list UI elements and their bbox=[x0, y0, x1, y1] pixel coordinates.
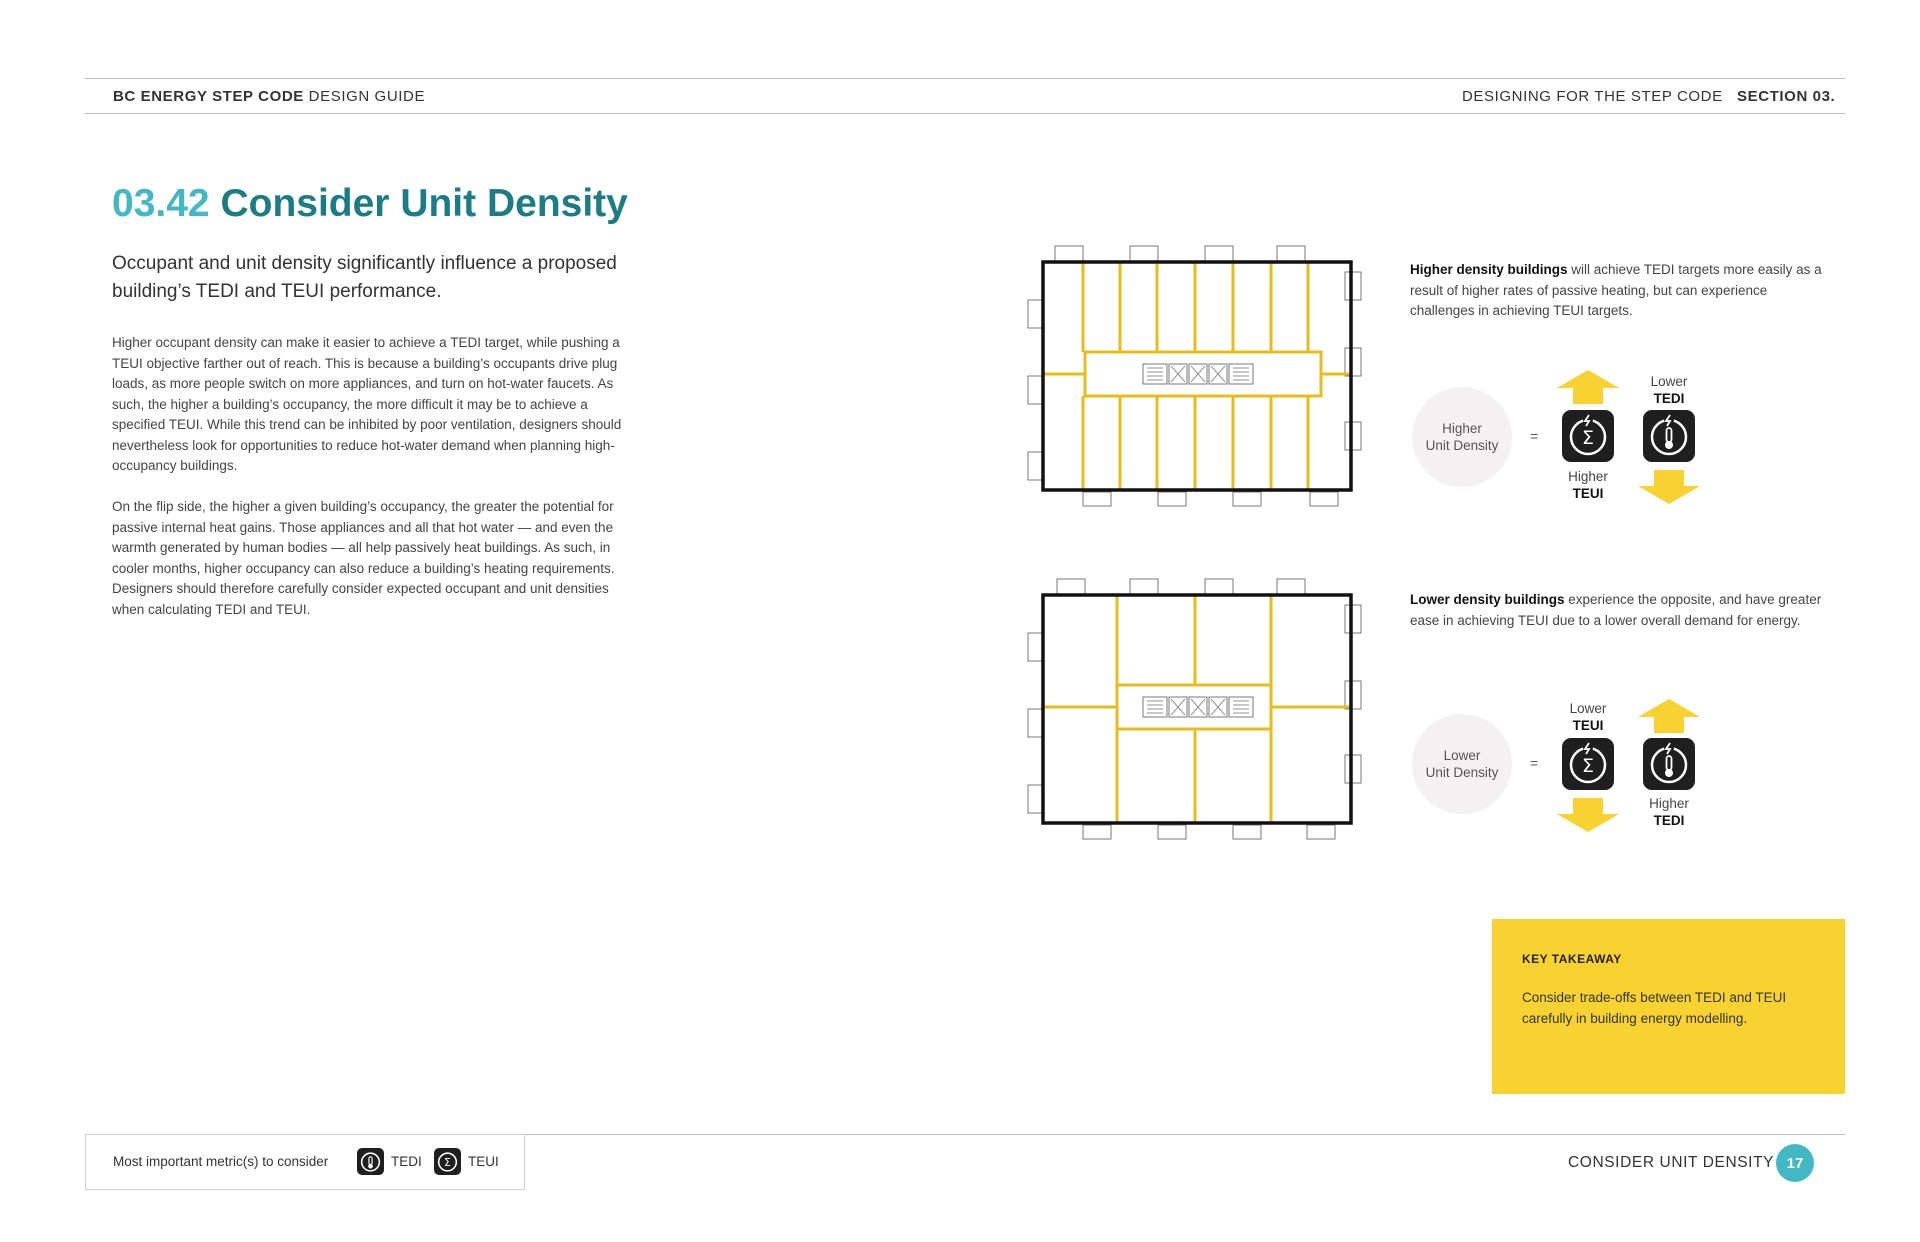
svg-text:Σ: Σ bbox=[1581, 427, 1595, 449]
key-takeaway-heading: KEY TAKEAWAY bbox=[1522, 952, 1622, 966]
up-arrow-icon bbox=[1636, 697, 1702, 735]
metrics-label: Most important metric(s) to consider bbox=[113, 1154, 329, 1169]
page-title bbox=[112, 182, 628, 226]
equals-sign: = bbox=[1530, 755, 1539, 771]
high-density-description: Higher density buildings will achieve TEDI targets more easily as a result of higher rates of passive heating, but can experience challenges in achieving TEUI targets. bbox=[1410, 262, 1822, 318]
key-takeaway-box bbox=[1492, 919, 1845, 1094]
footer-page-title: CONSIDER UNIT DENSITY bbox=[1568, 1154, 1775, 1171]
page-number-badge: 17 bbox=[1776, 1144, 1814, 1182]
high-teui-label: Higher TEUI bbox=[1568, 469, 1608, 501]
section-title: Consider Unit Density bbox=[220, 182, 628, 225]
key-takeaway-text: Consider trade-offs between TEDI and TEUI carefully in building energy modelling. bbox=[1522, 990, 1787, 1026]
low-density-description: Lower density buildings experience the opposite, and have greater ease in achieving TEUI due to a lower overall demand for energy. bbox=[1410, 592, 1822, 628]
header-top-rule bbox=[85, 78, 1845, 79]
up-arrow-icon bbox=[1555, 368, 1621, 406]
high-density-floor-plan bbox=[1025, 242, 1365, 512]
metrics-box bbox=[85, 1134, 525, 1190]
equals-sign: = bbox=[1530, 428, 1539, 444]
tedi-icon bbox=[357, 1148, 384, 1175]
tedi-metric-label: TEDI bbox=[391, 1154, 422, 1169]
low-density-floor-plan bbox=[1025, 575, 1365, 845]
guide-title: BC ENERGY STEP CODE DESIGN GUIDE bbox=[113, 88, 426, 105]
low-tedi-label: Higher TEDI bbox=[1649, 796, 1689, 828]
footer-rule bbox=[525, 1134, 1845, 1135]
down-arrow-icon bbox=[1636, 468, 1702, 506]
teui-icon bbox=[1562, 410, 1614, 462]
higher-unit-density-circle: Higher Unit Density bbox=[1412, 387, 1512, 487]
tedi-icon bbox=[1643, 738, 1695, 790]
header-bottom-rule bbox=[85, 113, 1845, 114]
teui-icon bbox=[1562, 738, 1614, 790]
teui-metric-label: TEUI bbox=[468, 1154, 499, 1169]
down-arrow-icon bbox=[1555, 796, 1621, 834]
section-number: 03.42 bbox=[112, 182, 210, 225]
intro-text: Occupant and unit density significantly influence a proposed building’s TEDI and TEUI performance. bbox=[112, 253, 617, 302]
body-paragraph-1: Higher occupant density can make it easier to achieve a TEDI target, while pushing a TEUI objective farther out of reach. This is because a building’s occupants drive plug loads, as more people switch on more appliances, and turn on hot-water faucets. As such, the higher a building’s occupancy, the more difficult it may be to achieve a specified TEUI. While this trend can be inhibited by poor ventilation, designers should nevertheless look for opportunities to reduce hot-water demand when planning high-occupancy buildings. bbox=[112, 335, 622, 473]
high-tedi-label: Lower TEDI bbox=[1650, 374, 1688, 406]
section-label: DESIGNING FOR THE STEP CODE SECTION 03. bbox=[1462, 88, 1836, 105]
svg-text:Σ: Σ bbox=[1581, 755, 1595, 777]
svg-text:Σ: Σ bbox=[444, 1156, 451, 1170]
teui-icon bbox=[434, 1148, 461, 1175]
tedi-icon bbox=[1643, 410, 1695, 462]
body-paragraph-2: On the flip side, the higher a given building’s occupancy, the greater the potential for passive internal heat gains. Those appliances and all that hot water — and even the warmth generated by human bodies — all help passively heat buildings. As such, in cooler months, higher occupancy can also reduce a building’s heating requirements. Designers should therefore carefully consider expected occupant and unit densities when calculating TEDI and TEUI. bbox=[112, 499, 615, 617]
lower-unit-density-circle: Lower Unit Density bbox=[1412, 714, 1512, 814]
low-teui-label: Lower TEUI bbox=[1569, 701, 1607, 733]
